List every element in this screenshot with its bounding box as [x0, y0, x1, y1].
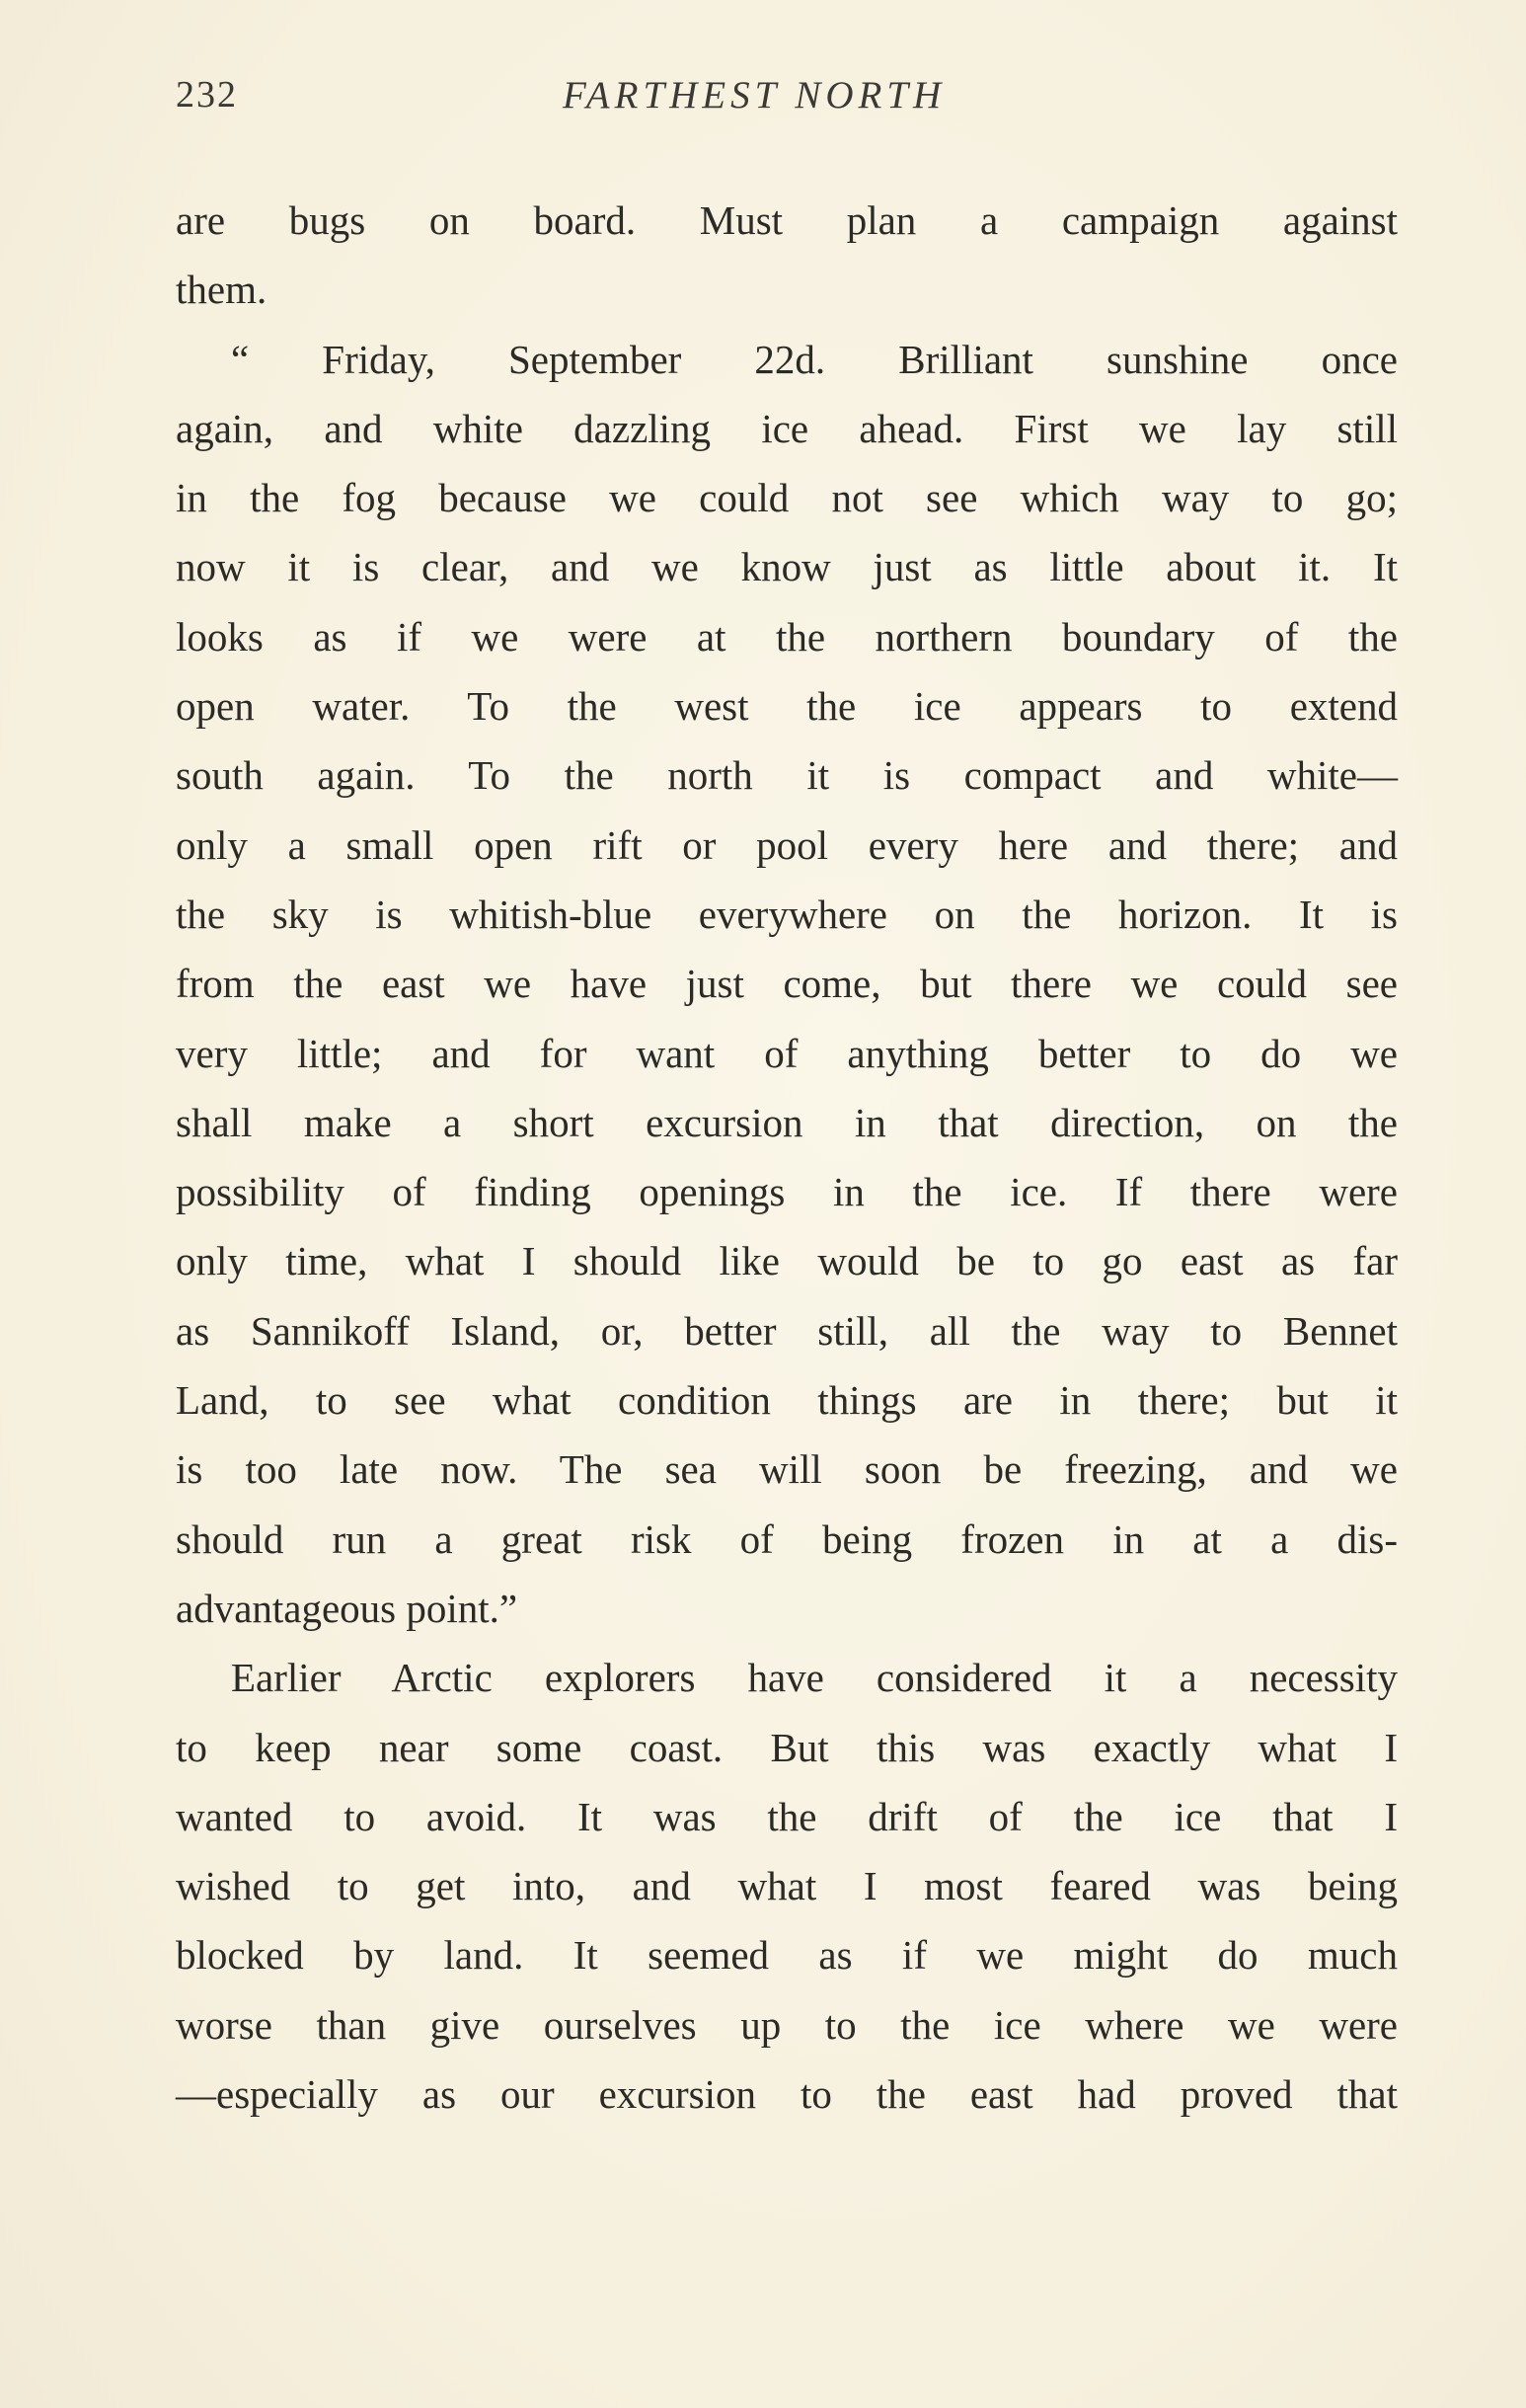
- text-line: should run a great risk of being frozen in at a dis-: [176, 1515, 1398, 1562]
- text-line: looks as if we were at the northern boundary of the: [176, 613, 1398, 660]
- text-line: blocked by land. It seemed as if we might do much: [176, 1932, 1398, 1979]
- text-line: them.: [176, 267, 267, 313]
- text-line: wanted to avoid. It was the drift of the ice that I: [176, 1793, 1398, 1839]
- text-line: advantageous point.”: [176, 1585, 518, 1631]
- text-line: as Sannikoff Island, or, better still, all the way to Bennet: [176, 1307, 1398, 1354]
- text-line: are bugs on board. Must plan a campaign against: [176, 197, 1398, 243]
- text-line: “ Friday, September 22d. Brilliant sunshine once: [231, 336, 1398, 382]
- text-line: only a small open rift or pool every here and there; and: [176, 821, 1398, 868]
- text-line: Land, to see what condition things are in there; but it: [176, 1377, 1398, 1424]
- text-line: only time, what I should like would be to go east as far: [176, 1238, 1398, 1284]
- text-line: in the fog because we could not see which way to go;: [176, 475, 1398, 521]
- running-title: FARTHEST NORTH: [563, 74, 947, 117]
- text-line: the sky is whitish-blue everywhere on the horizon. It is: [176, 891, 1398, 937]
- text-line: again, and white dazzling ice ahead. First we lay still: [176, 405, 1398, 451]
- text-line: worse than give ourselves up to the ice where we were: [176, 2001, 1398, 2048]
- text-line: shall make a short excursion in that direction, on the: [176, 1099, 1398, 1145]
- text-line: is too late now. The sea will soon be freezing, and we: [176, 1446, 1398, 1493]
- text-line: —especially as our excursion to the east had proved that: [176, 2071, 1398, 2118]
- text-line: from the east we have just come, but there we could see: [176, 961, 1398, 1007]
- text-line: to keep near some coast. But this was exactly what I: [176, 1724, 1398, 1770]
- text-line: south again. To the north it is compact and white—: [176, 752, 1398, 799]
- page-number: 232: [176, 74, 238, 116]
- text-line: very little; and for want of anything better to do we: [176, 1030, 1398, 1076]
- text-line: possibility of finding openings in the ice. If there were: [176, 1169, 1398, 1215]
- text-line: wished to get into, and what I most feared was being: [176, 1863, 1398, 1909]
- text-line: Earlier Arctic explorers have considered it a necessity: [231, 1655, 1398, 1701]
- body-text: [176, 186, 1398, 2129]
- text-line: open water. To the west the ice appears to extend: [176, 683, 1398, 730]
- running-head: [176, 73, 1400, 132]
- text-line: now it is clear, and we know just as little about it. It: [176, 544, 1398, 590]
